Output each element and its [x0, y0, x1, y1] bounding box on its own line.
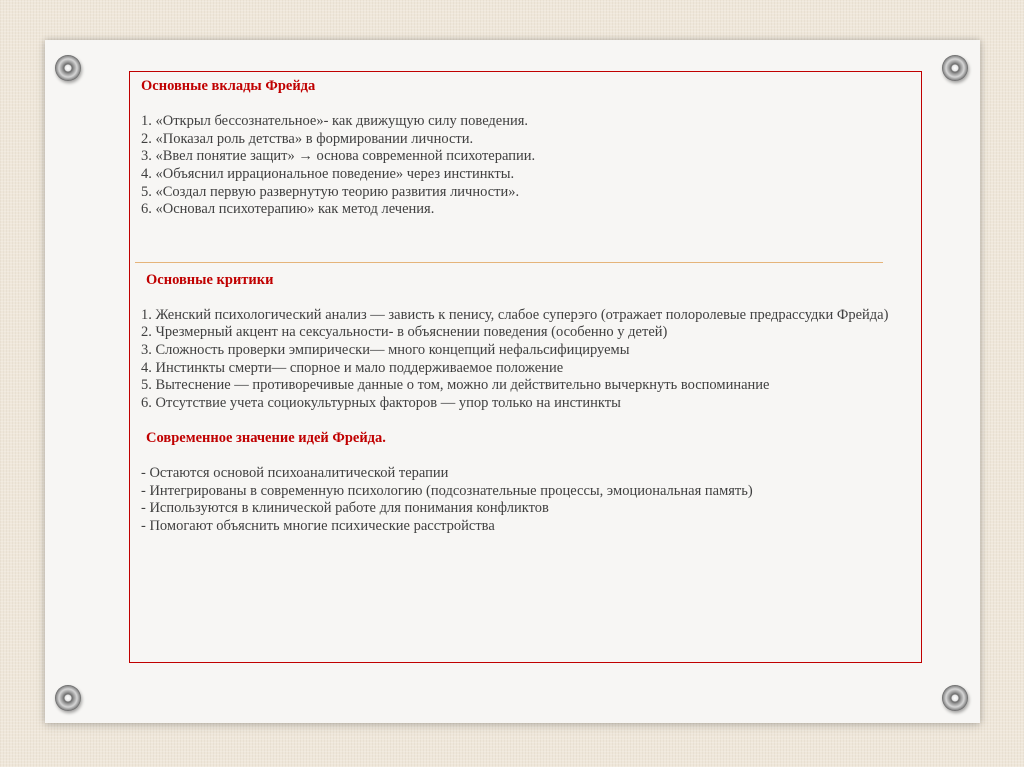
contribution-item: 1. «Открыл бессознательное»- как движущую силу поведения. [141, 113, 529, 130]
significance-item: - Помогают объяснить многие психические расстройства [141, 517, 495, 534]
criticisms-heading: Основные критики [146, 271, 274, 288]
significance-item: - Остаются основой психоаналитической терапии [141, 465, 449, 482]
criticism-item: 1. Женский психологический анализ — зависть к пенису, слабое суперэго (отражает полоролевые предрассудки Фрейда) [141, 306, 889, 323]
criticism-item: 2. Чрезмерный акцент на сексуальности- в объяснении поведения (особенно у детей) [141, 324, 668, 341]
criticism-item: 3. Сложность проверки эмпирически— много концепций нефальсифицируемы [141, 341, 630, 358]
slide-content [141, 78, 901, 535]
criticism-item: 4. Инстинкты смерти— спорное и мало поддерживаемое положение [141, 359, 564, 376]
pin-icon [942, 55, 968, 81]
contribution-item: 6. «Основал психотерапию» как метод лечения. [141, 201, 435, 218]
criticism-item: 5. Вытеснение — противоречивые данные о том, можно ли действительно вычеркнуть воспоминание [141, 377, 770, 394]
pin-icon [942, 685, 968, 711]
pin-icon [55, 685, 81, 711]
contributions-heading: Основные вклады Фрейда [141, 78, 316, 94]
contribution-item: 5. «Создал первую развернутую теорию развития личности». [141, 183, 520, 200]
criticism-item: 6. Отсутствие учета социокультурных факторов — упор только на инстинкты [141, 394, 621, 411]
significance-item: - Используются в клинической работе для понимания конфликтов [141, 500, 549, 517]
significance-item: - Интегрированы в современную психологию (подсознательные процессы, эмоциональная память) [141, 482, 753, 499]
significance-heading: Современное значение идей Фрейда. [146, 429, 386, 446]
pin-icon [55, 55, 81, 81]
contribution-item: 4. «Объяснил иррациональное поведение» через инстинкты. [141, 165, 515, 182]
contribution-item: 3. «Ввел понятие защит» → основа современной психотерапии. [141, 148, 536, 165]
contribution-item: 2. «Показал роль детства» в формировании личности. [141, 130, 474, 147]
